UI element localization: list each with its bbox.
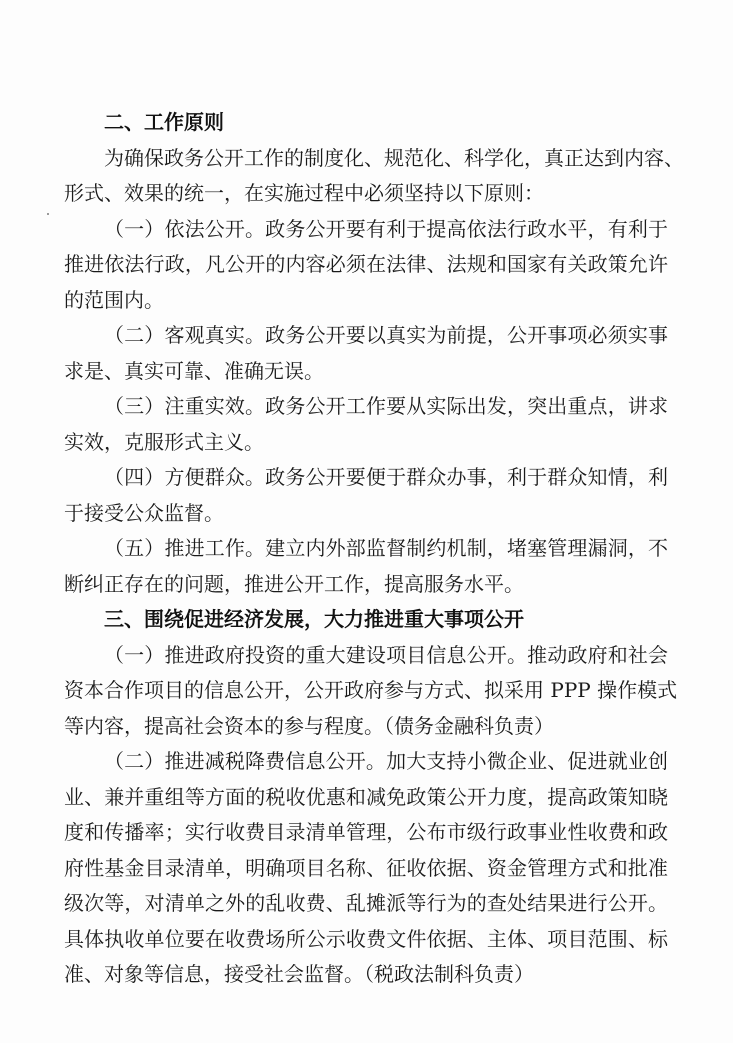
paragraph-line: 资本合作项目的信息公开，公开政府参与方式、拟采用 PPP 操作模式 bbox=[64, 678, 678, 702]
disclosure-item-1 bbox=[64, 638, 678, 745]
paragraph-line: 准、对象等信息，接受社会监督。（税政法制科负责） bbox=[64, 962, 534, 986]
scan-speck bbox=[47, 213, 49, 215]
section-heading-major-matters-disclosure: 三、围绕促进经济发展，大力推进重大事项公开 bbox=[104, 607, 524, 631]
principle-item-4 bbox=[64, 460, 668, 531]
paragraph-line: 业、兼并重组等方面的税收优惠和减免政策公开力度，提高政策知晓 bbox=[64, 784, 668, 809]
paragraph-line: （二）推进减税降费信息公开。加大支持小微企业、促进就业创 bbox=[104, 749, 668, 773]
paragraph-line: （一）依法公开。政务公开要有利于提高依法行政水平，有利于 bbox=[104, 216, 668, 241]
paragraph-line: （一）推进政府投资的重大建设项目信息公开。推动政府和社会 bbox=[104, 642, 668, 667]
paragraph-line: 为确保政务公开工作的制度化、规范化、科学化，真正达到内容、 bbox=[104, 145, 684, 170]
paragraph-line: 形式、效果的统一，在实施过程中必须坚持以下原则： bbox=[64, 181, 544, 205]
paragraph-line: 具体执收单位要在收费场所公示收费文件依据、主体、项目范围、标 bbox=[64, 926, 668, 951]
principle-item-5 bbox=[64, 531, 668, 602]
document-body bbox=[64, 105, 684, 993]
disclosure-item-2 bbox=[64, 744, 668, 993]
paragraph-line: 的范围内。 bbox=[64, 287, 164, 312]
paragraph-line: （五）推进工作。建立内外部监督制约机制，堵塞管理漏洞，不 bbox=[104, 536, 668, 560]
principle-item-1 bbox=[64, 212, 668, 319]
paragraph-line: 推进依法行政，凡公开的内容必须在法律、法规和国家有关政策允许 bbox=[64, 252, 668, 276]
paragraph-line: 于接受公众监督。 bbox=[64, 500, 224, 525]
principle-item-3 bbox=[64, 389, 668, 460]
paragraph-line: 度和传播率；实行收费目录清单管理，公布市级行政事业性收费和政 bbox=[64, 820, 668, 844]
paragraph-line: （二）客观真实。政务公开要以真实为前提，公开事项必须实事 bbox=[104, 323, 668, 347]
section2-intro-paragraph bbox=[64, 141, 684, 212]
paragraph-line: （三）注重实效。政务公开工作要从实际出发，突出重点，讲求 bbox=[104, 394, 668, 418]
paragraph-line: 等内容，提高社会资本的参与程度。（债务金融科负责） bbox=[64, 713, 554, 738]
paragraph-line: 求是、真实可靠、准确无误。 bbox=[64, 358, 324, 383]
paragraph-line: 级次等，对清单之外的乱收费、乱摊派等行为的查处结果进行公开。 bbox=[64, 891, 668, 915]
principle-item-2 bbox=[64, 318, 668, 389]
paragraph-line: 府性基金目录清单，明确项目名称、征收依据、资金管理方式和批准 bbox=[64, 855, 668, 880]
section-heading-work-principles: 二、工作原则 bbox=[104, 110, 224, 134]
paragraph-line: 断纠正存在的问题，推进公开工作，提高服务水平。 bbox=[64, 571, 524, 596]
paragraph-line: 实效，克服形式主义。 bbox=[64, 429, 264, 454]
paragraph-line: （四）方便群众。政务公开要便于群众办事，利于群众知情，利 bbox=[104, 465, 668, 489]
